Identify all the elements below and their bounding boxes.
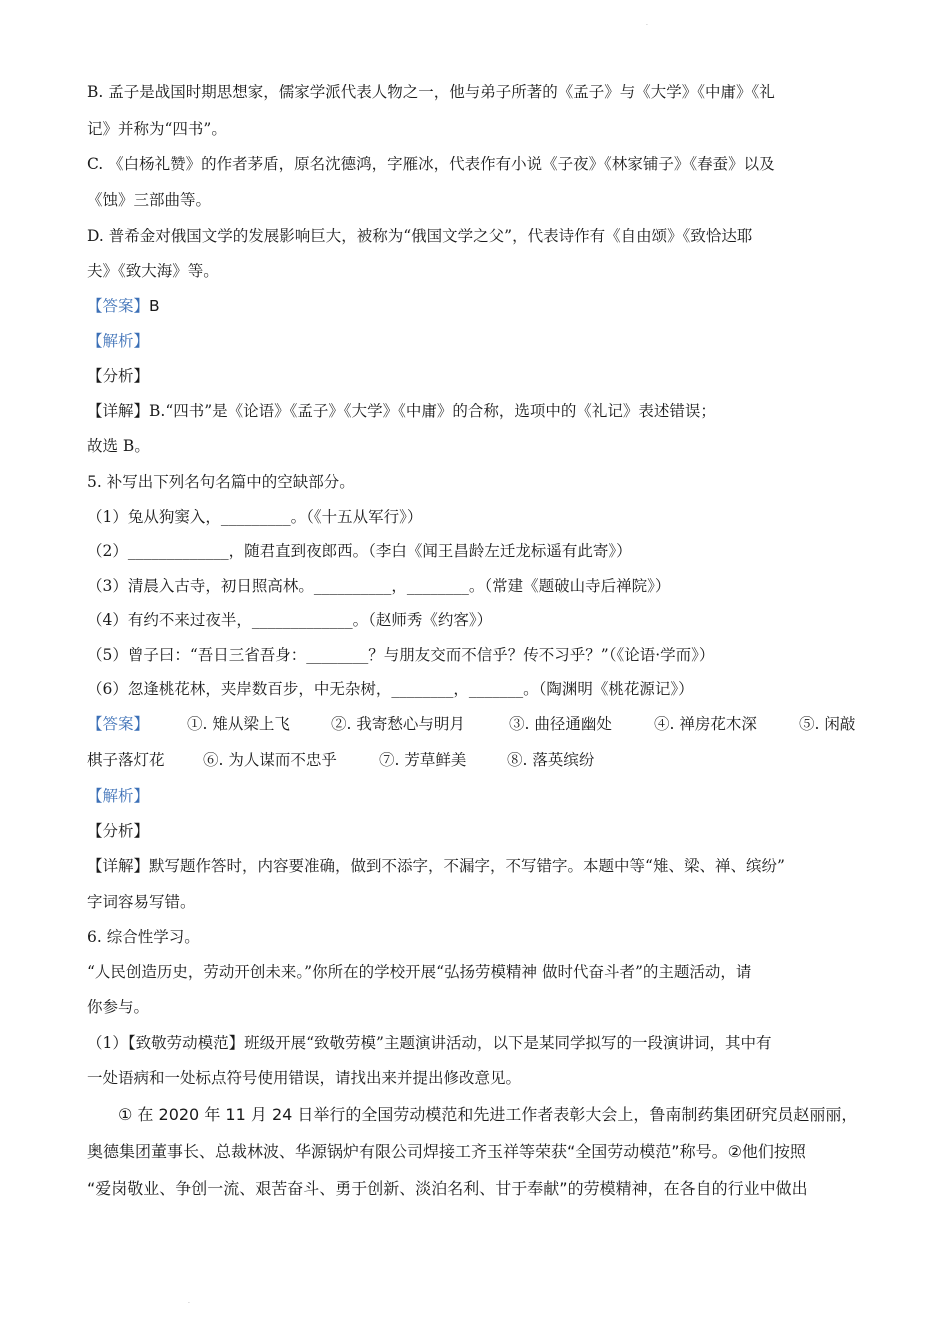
q5-item-5: （5）曾子曰：“吾日三省吾身：________？与朋友交而不信乎？传不习乎？”（《论语·学而》） <box>87 646 715 664</box>
q5-item-4: （4）有约不来过夜半，_____________。（赵师秀《约客》） <box>87 611 493 629</box>
answer-item-6: ⑥. 为人谋而不忠乎 <box>203 751 337 769</box>
detail-text: B.“四书”是《论语》《孟子》《大学》《中庸》的合称，选项中的《礼记》表述错误； <box>149 402 716 420</box>
q5-title: 5. 补写出下列名句名篇中的空缺部分。 <box>87 473 355 491</box>
answer-value: B <box>149 297 160 315</box>
q6-title: 6. 综合性学习。 <box>87 928 200 946</box>
detail-text: 默写题作答时，内容要准确，做到不添字，不漏字，不写错字。本题中等“雉、梁、禅、缤纷” <box>149 857 785 875</box>
q5-item-1: （1）兔从狗窦入，_________。（《十五从军行》） <box>87 508 423 526</box>
q5-item-3: （3）清晨入古寺，初日照高林。__________，________。（常建《题破山寺后禅院》） <box>87 577 671 595</box>
q5-answer-row1 <box>87 707 867 741</box>
answer-item-4: ④. 禅房花木深 <box>654 715 757 733</box>
q4-answer <box>87 289 867 323</box>
q6-intro-line1: “人民创造历史，劳动开创未来。”你所在的学校开展“弘扬劳模精神 做时代奋斗者”的主题活动，请 <box>87 963 752 981</box>
q6-sub1-line2: 一处语病和一处标点符号使用错误，请找出来并提出修改意见。 <box>87 1069 522 1087</box>
q5-answer-row2 <box>87 743 867 777</box>
option-b-line2: 记》并称为“四书”。 <box>87 120 227 138</box>
option-c-line2: 《蚀》三部曲等。 <box>87 191 212 209</box>
speech-line3: “爱岗敬业、争创一流、艰苦奋斗、勇于创新、淡泊名利、甘于奉献”的劳模精神，在各自的行业中做出 <box>87 1179 808 1198</box>
page-mark: · <box>646 22 648 29</box>
answer-label: 【答案】 <box>87 715 150 733</box>
detail-label: 【详解】 <box>87 857 150 875</box>
q4-analysis-label: 【解析】 <box>87 332 150 350</box>
q5-item-6: （6）忽逢桃花林，夹岸数百步，中无杂树，________，_______。（陶渊明《桃花源记》） <box>87 680 694 698</box>
q4-fenxi-label: 【分析】 <box>87 367 150 385</box>
option-d-line1: D. 普希金对俄国文学的发展影响巨大，被称为“俄国文学之父”，代表诗作有《自由颂》《致恰达耶 <box>87 227 753 245</box>
q4-detail <box>87 394 867 428</box>
answer-item-1: ①. 雉从梁上飞 <box>187 715 290 733</box>
q5-detail <box>87 849 867 883</box>
answer-item-2: ②. 我寄愁心与明月 <box>331 715 465 733</box>
answer-item-7: ⑦. 芳草鲜美 <box>379 751 467 769</box>
answer-item-5-cont: 棋子落灯花 <box>87 751 165 769</box>
q5-analysis-label: 【解析】 <box>87 787 150 805</box>
q6-sub1-line1: （1）【致敬劳动模范】班级开展“致敬劳模”主题演讲活动，以下是某同学拟写的一段演讲词，其中有 <box>87 1034 772 1052</box>
answer-item-5: ⑤. 闲敲 <box>799 715 856 733</box>
q6-intro-line2: 你参与。 <box>87 998 150 1016</box>
q5-item-2: （2）_____________，随君直到夜郎西。（李白《闻王昌龄左迁龙标遥有此寄》） <box>87 542 632 560</box>
option-c-line1: C. 《白杨礼赞》的作者茅盾，原名沈德鸿，字雁冰，代表作有小说《子夜》《林家铺子》《春蚕》以及 <box>87 155 775 173</box>
detail-label: 【详解】 <box>87 402 150 420</box>
q5-detail-line2: 字词容易写错。 <box>87 893 196 911</box>
q5-fenxi-label: 【分析】 <box>87 822 150 840</box>
option-b-line1: B. 孟子是战国时期思想家，儒家学派代表人物之一，他与弟子所著的《孟子》与《大学》《中庸》《礼 <box>87 83 775 101</box>
speech-line2: 奥德集团董事长、总裁林波、华源锅炉有限公司焊接工齐玉祥等荣获“全国劳动模范”称号。②他们按照 <box>87 1142 806 1161</box>
q4-conclusion: 故选 B。 <box>87 437 150 455</box>
page-mark-bottom: · <box>188 1300 190 1307</box>
speech-line1: ① 在 2020 年 11 月 24 日举行的全国劳动模范和先进工作者表彰大会上，鲁南制药集团研究员赵丽丽， <box>118 1105 858 1124</box>
answer-item-8: ⑧. 落英缤纷 <box>507 751 595 769</box>
answer-item-3: ③. 曲径通幽处 <box>509 715 612 733</box>
option-d-line2: 夫》《致大海》等。 <box>87 262 219 280</box>
answer-label: 【答案】 <box>87 297 150 315</box>
